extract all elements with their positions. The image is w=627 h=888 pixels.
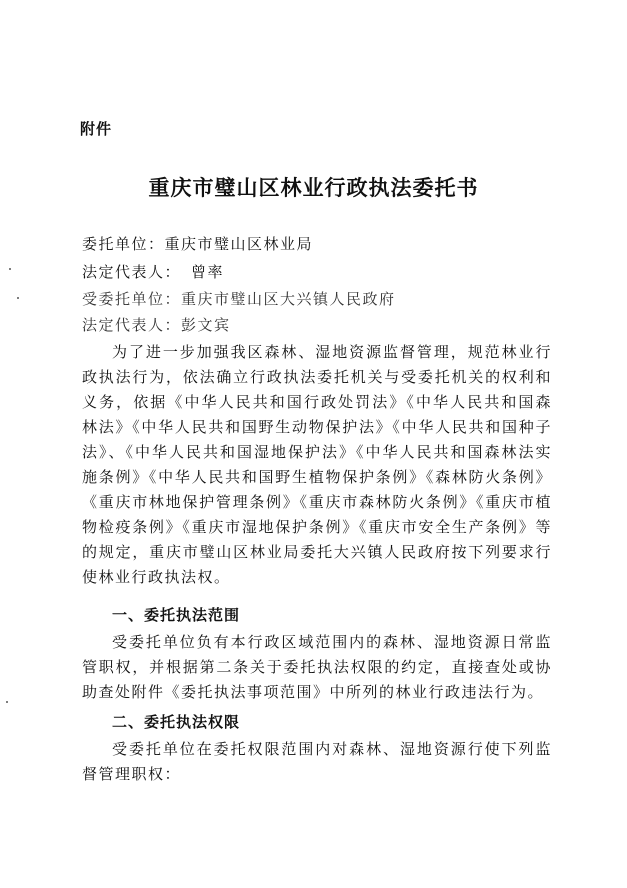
entrusted-unit-line bbox=[82, 288, 396, 309]
entrusting-unit-value: 重庆市璧山区林业局 bbox=[164, 235, 314, 253]
entrusted-rep-value: 彭文宾 bbox=[181, 316, 231, 334]
section-1-heading: 一、委托执法范围 bbox=[112, 606, 241, 624]
document-title: 重庆市璧山区林业行政执法委托书 bbox=[148, 175, 479, 200]
entrusting-rep-value: 曾率 bbox=[191, 263, 225, 281]
entrusting-rep-label: 法定代表人： bbox=[82, 263, 182, 281]
intro-paragraph: 为了进一步加强我区森林、湿地资源监督管理，规范林业行政执法行为，依法确立行政执法委托机关与受委托机关的权利和义务，依据《中华人民共和国行政处罚法》《中华人民共和国森林法》《中华人民共和国野生动物保护法》《中华人民共和国种子法》、《中华人民共和国湿地保护法》《中华人民共和国森林法实施条例》《中华人民共和国野生植物保护条例》《森林防火条例》《重庆市林地保护管理条例》《重庆市森林防火条例》《重庆市植物检疫条例》《重庆市湿地保护条例》《重庆市安全生产条例》等的规定，重庆市璧山区林业局委托大兴镇人民政府按下列要求行使林业行政执法权。 bbox=[82, 343, 552, 586]
entrusting-unit-label: 委托单位： bbox=[82, 235, 165, 253]
scan-speck bbox=[17, 297, 19, 299]
scan-speck bbox=[6, 701, 8, 703]
section-2-text: 受委托单位在委托权限范围内对森林、湿地资源行使下列监督管理职权： bbox=[82, 740, 552, 783]
section-2-heading: 二、委托执法权限 bbox=[112, 713, 241, 731]
entrusted-rep-label: 法定代表人： bbox=[82, 316, 182, 334]
attachment-label: 附件 bbox=[80, 120, 113, 138]
scan-speck bbox=[9, 268, 11, 270]
entrusted-rep-line bbox=[82, 314, 231, 335]
entrusted-unit-label: 受委托单位： bbox=[82, 290, 182, 308]
section-1-text: 受委托单位负有本行政区域范围内的森林、湿地资源日常监管职权，并根据第二条关于委托执法权限的约定，直接查处或协助查处附件《委托执法事项范围》中所列的林业行政违法行为。 bbox=[82, 633, 552, 701]
entrusting-rep-line bbox=[82, 261, 224, 282]
entrusted-unit-value: 重庆市璧山区大兴镇人民政府 bbox=[181, 290, 396, 308]
entrusting-unit-line bbox=[82, 233, 313, 254]
